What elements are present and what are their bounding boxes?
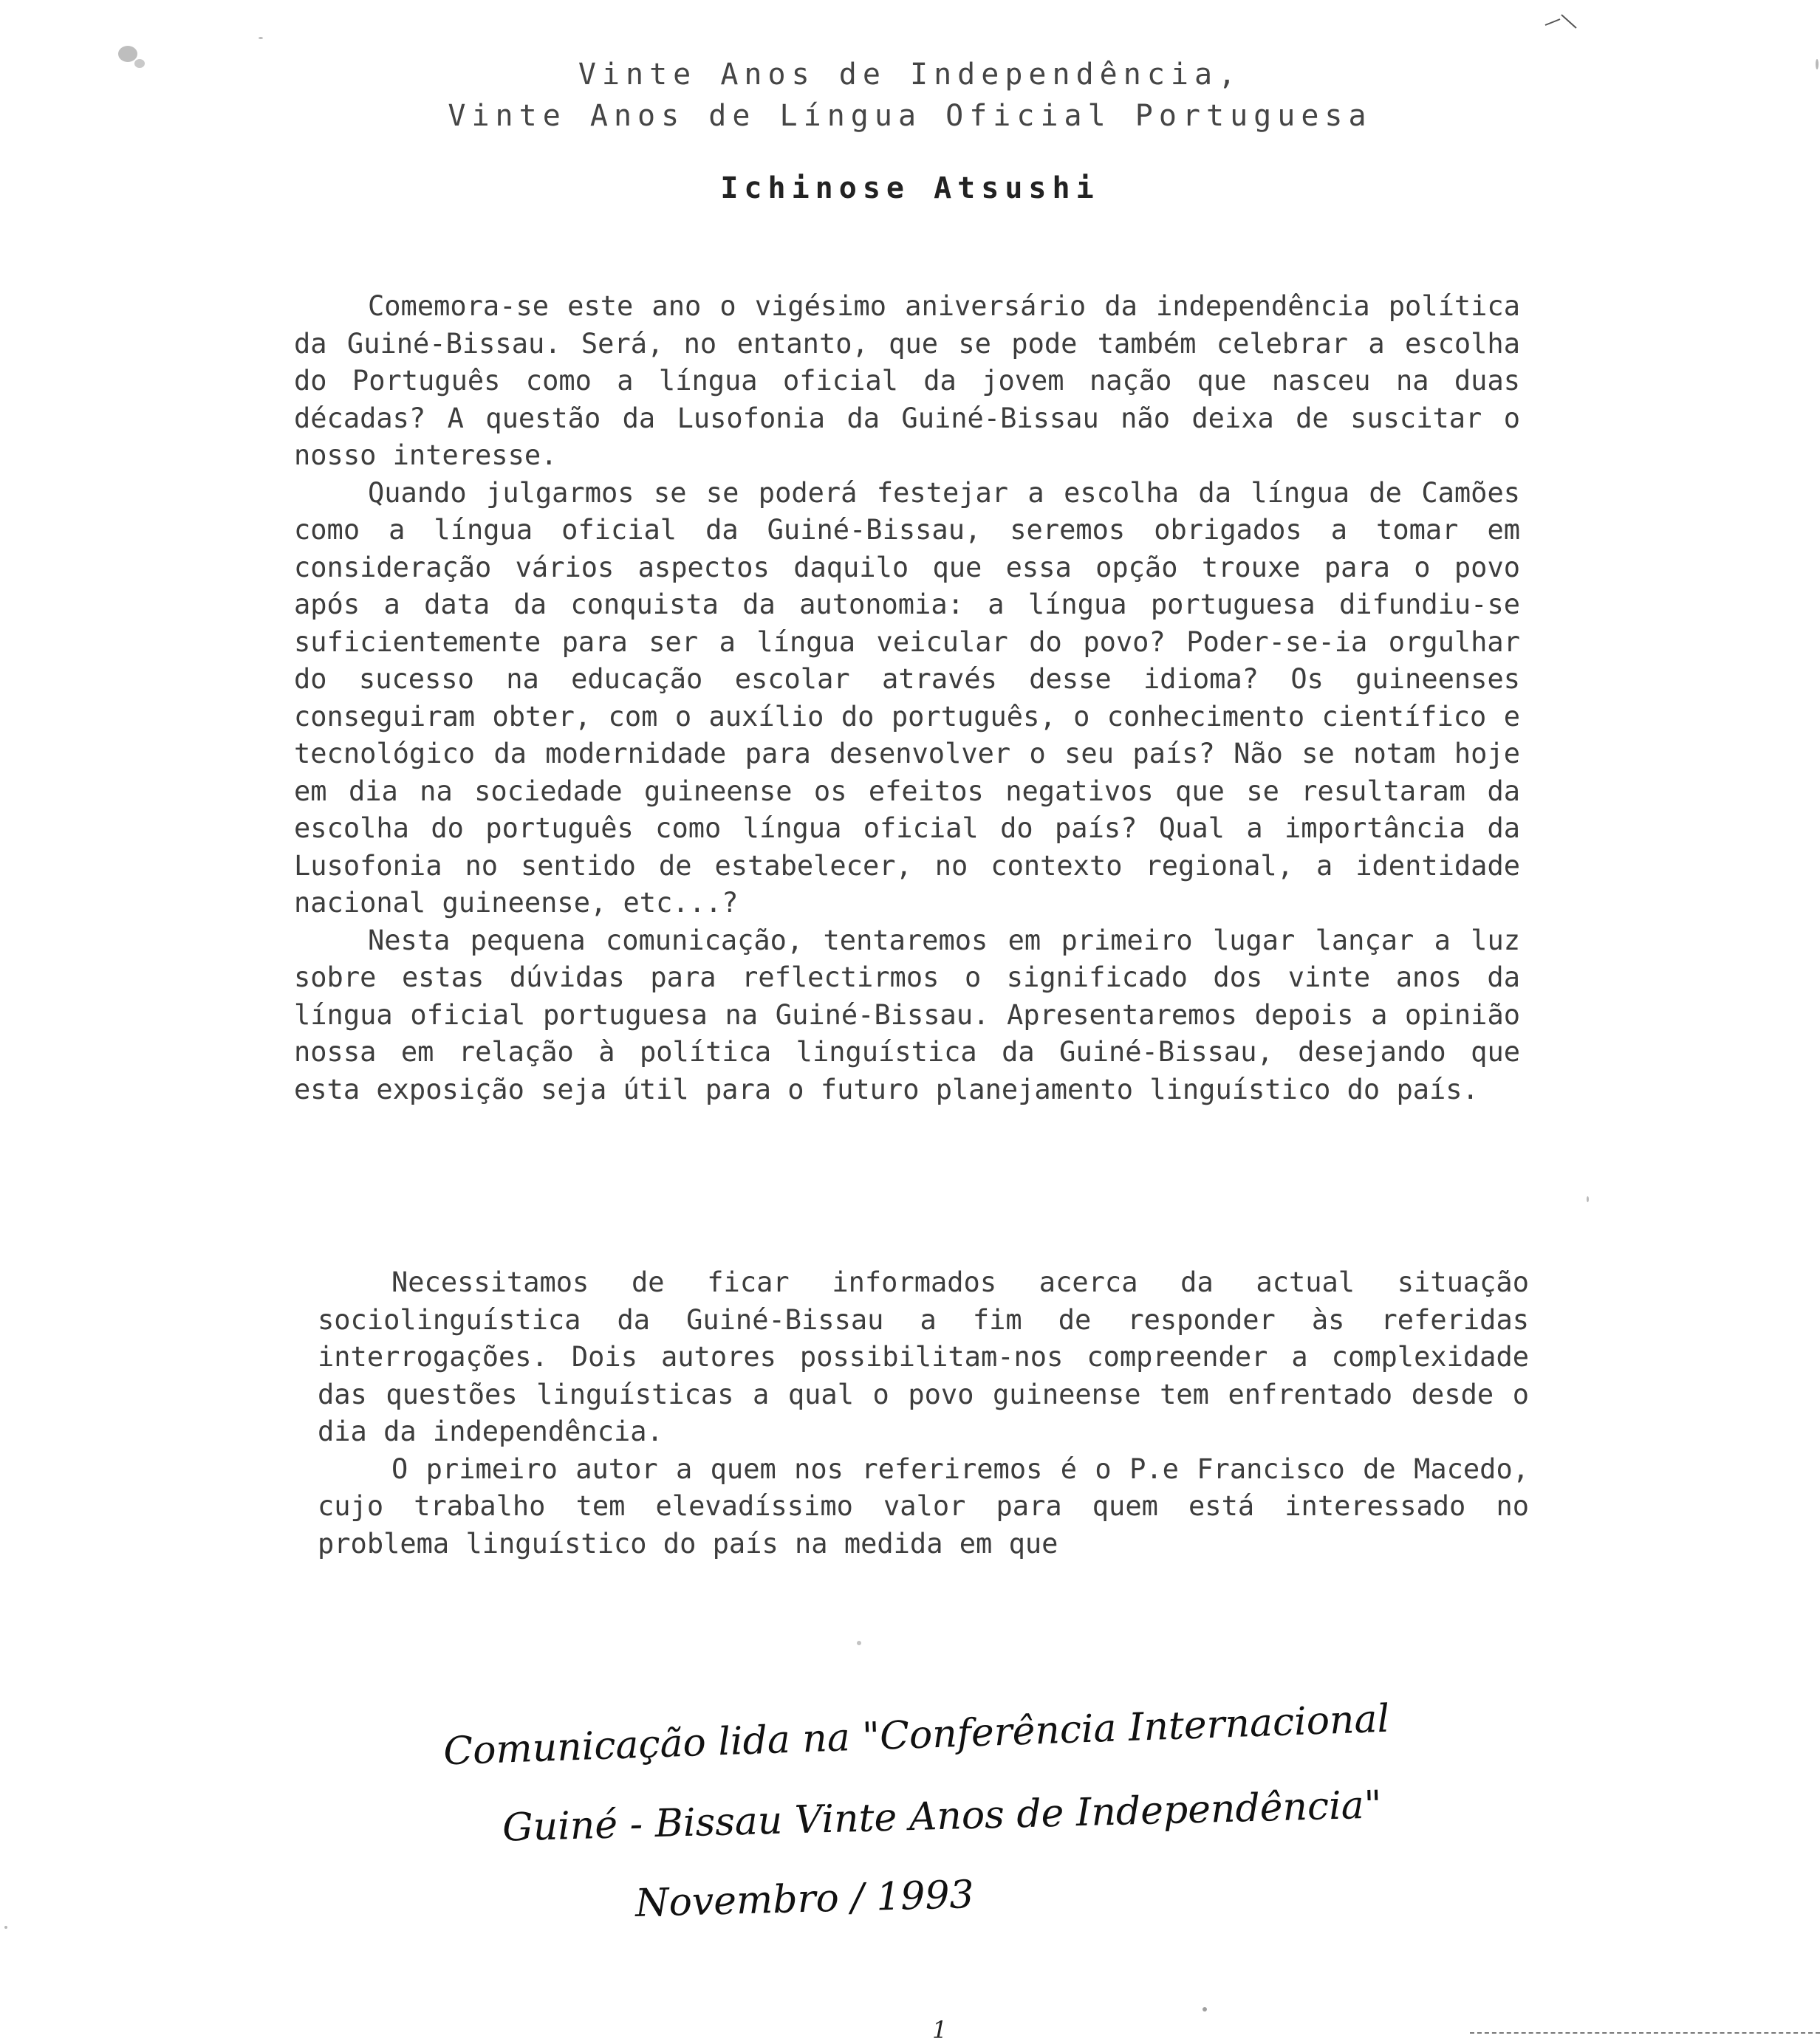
paragraph: O primeiro autor a quem nos referiremos é o P.e Francisco de Macedo, cujo trabalho tem elevadíssimo valor para quem está interessado no problema linguístico do país na medida em que bbox=[318, 1453, 1529, 1560]
handwritten-note-line-2: Guiné - Bissau Vinte Anos de Independência" bbox=[502, 1783, 1383, 1851]
paragraph: Comemora-se este ano o vigésimo aniversário da independência política da Guiné-Bissau. Será, no entanto, que se pode também celebrar a escolha do Português como a língua oficial da jovem nação que nasceu na duas décadas? A questão da Lusofonia da Guiné-Bissau não deixa de suscitar o nosso interesse. bbox=[294, 290, 1520, 471]
page-number: 1 bbox=[932, 2016, 948, 2044]
scan-speck bbox=[1202, 2007, 1207, 2012]
document-title-line-1: Vinte Anos de Independência, bbox=[578, 58, 1242, 92]
footer-dashed-rule bbox=[1470, 2032, 1820, 2034]
scan-speck bbox=[259, 37, 263, 39]
scan-speck bbox=[1587, 1196, 1589, 1202]
scan-speck bbox=[857, 1641, 861, 1645]
document-title-line-2: Vinte Anos de Língua Oficial Portuguesa bbox=[448, 99, 1372, 133]
scan-speck bbox=[4, 1926, 7, 1929]
paragraph: Nesta pequena comunicação, tentaremos em primeiro lugar lançar a luz sobre estas dúvidas para reflectirmos o significado dos vinte anos da língua oficial portuguesa na Guiné-Bissau. Apresentaremos depois a opinião nossa em relação à política linguística da Guiné-Bissau, desejando que esta exposição seja útil para o futuro planejamento linguístico do país. bbox=[294, 924, 1520, 1105]
paragraph: Quando julgarmos se se poderá festejar a escolha da língua de Camões como a língua oficial da Guiné-Bissau, seremos obrigados a tomar em consideração vários aspectos daquilo que essa opção trouxe para o povo após a data da conquista da autonomia: a língua portuguesa difundiu-se suficientemente para ser a língua veicular do povo? Poder-se-ia orgulhar do sucesso na educação escolar através desse idioma? Os guineenses conseguiram obter, com o auxílio do português, o conhecimento científico e tecnológico da modernidade para desenvolver o seu país? Não se notam hoje em dia na sociedade guineense os efeitos negativos que se resultaram da escolha do português como língua oficial do país? Qual a importância da Lusofonia no sentido de estabelecer, no contexto regional, a identidade nacional guineense, etc...? bbox=[294, 476, 1520, 919]
introduction-section bbox=[294, 288, 1520, 1108]
handwritten-note-date: Novembro / 1993 bbox=[634, 1873, 975, 1926]
paragraph: Necessitamos de ficar informados acerca da actual situação sociolinguística da Guiné-Bissau a fim de responder às referidas interrogações. Dois autores possibilitam-nos compreender a complexidade das questões linguísticas a qual o povo guineense tem enfrentado desde o dia da independência. bbox=[318, 1266, 1529, 1447]
handwritten-note-line-1: Comunicação lida na "Conferência Internacional bbox=[442, 1696, 1391, 1774]
author-name: Ichinose Atsushi bbox=[720, 171, 1100, 205]
corner-scratch bbox=[1544, 12, 1588, 30]
sociolinguistic-section bbox=[318, 1264, 1529, 1563]
